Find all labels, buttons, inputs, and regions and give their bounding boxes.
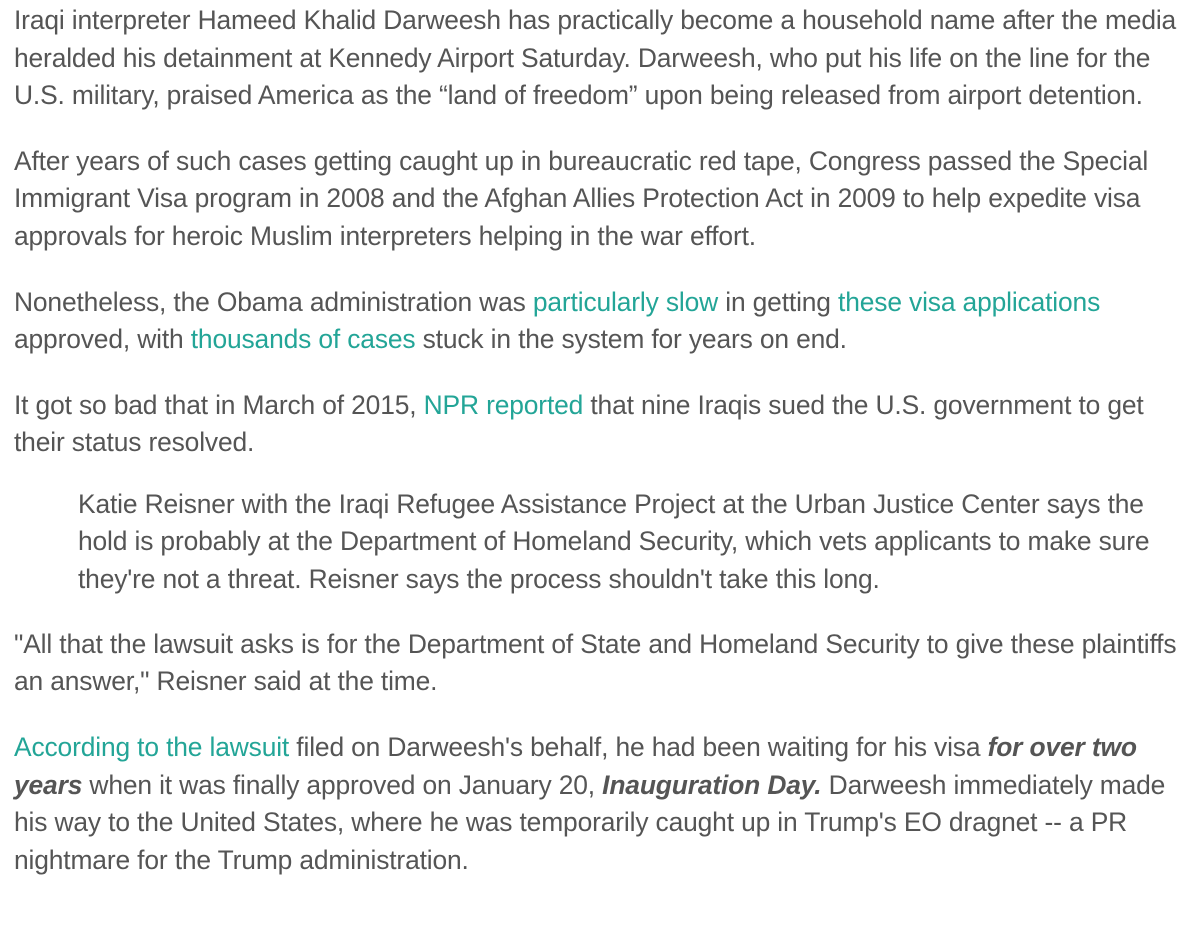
text-segment: Darweesh immediately made his way to the United States, where he was temporarily caught up in Trump's EO dragnet -- a PR nightmare for the Trump administration.	[14, 769, 1166, 875]
emphasis-for-over-two-years: for over two years	[14, 732, 1137, 800]
emphasis-inauguration-day: Inauguration Day.	[602, 769, 822, 800]
link-according-to-the-lawsuit[interactable]: According to the lawsuit	[14, 732, 290, 763]
text-segment: approved, with	[14, 324, 191, 355]
text-segment: It got so bad that in March of 2015,	[14, 389, 424, 420]
paragraph-congress-visa-program: After years of such cases getting caught up in bureaucratic red tape, Congress passed the Special Immigrant Visa program in 2008 and the Afghan Allies Protection Act in 2009 to help expedite visa approvals for heroic Muslim interpreters helping in the war effort.	[14, 145, 1149, 251]
link-these-visa-applications[interactable]: these visa applications	[838, 286, 1101, 317]
quote-text: Katie Reisner with the Iraqi Refugee Assistance Project at the Urban Justice Center says the hold is probably at the Department of Homeland Security, which vets applicants to make sure they're not a threat. Reisner says the process shouldn't take this long.	[78, 488, 1150, 594]
link-thousands-of-cases[interactable]: thousands of cases	[190, 324, 416, 355]
text-segment: in getting	[718, 286, 839, 317]
paragraph-obama-slow	[14, 284, 1186, 359]
link-particularly-slow[interactable]: particularly slow	[532, 286, 719, 317]
paragraph-darweesh-intro: Iraqi interpreter Hameed Khalid Darweesh has practically become a household name after the media heralded his detainment at Kennedy Airport Saturday. Darweesh, who put his life on the line for the U.S. military, praised America as the “land of freedom” upon being released from airport detention.	[14, 5, 1177, 111]
text-segment: Nonetheless, the Obama administration was	[14, 286, 533, 317]
paragraph-npr-reported	[14, 387, 1186, 462]
paragraph-reisner-quote: "All that the lawsuit asks is for the Department of State and Homeland Security to give these plaintiffs an answer," Reisner said at the time.	[14, 628, 1177, 697]
text-segment: filed on Darweesh's behalf, he had been waiting for his visa	[289, 732, 988, 763]
text-segment: that nine Iraqis sued the U.S. government to get their status resolved.	[14, 389, 1144, 458]
link-npr-reported[interactable]: NPR reported	[423, 389, 584, 420]
blockquote	[78, 486, 1166, 598]
text-segment: stuck in the system for years on end.	[415, 324, 847, 355]
text-segment: when it was finally approved on January 20,	[82, 769, 603, 800]
paragraph-lawsuit	[14, 729, 1186, 879]
